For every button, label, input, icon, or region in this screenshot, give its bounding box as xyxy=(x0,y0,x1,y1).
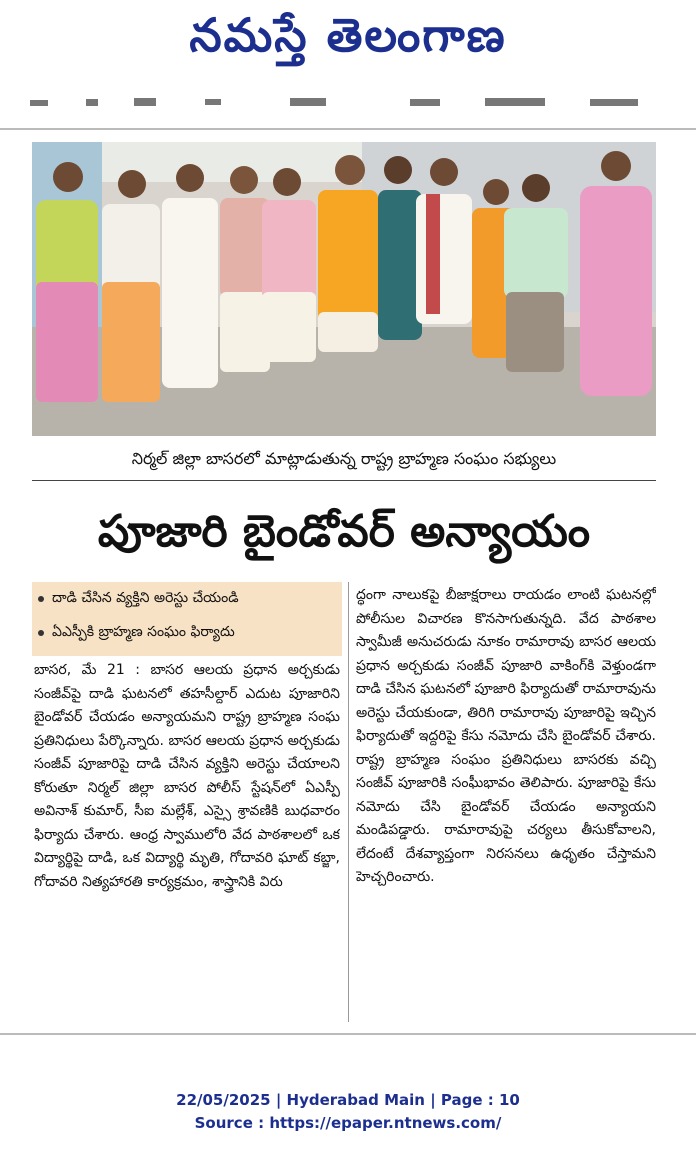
header-rule xyxy=(0,128,696,130)
footer-edition-info: 22/05/2025 | Hyderabad Main | Page : 10 xyxy=(176,1091,520,1109)
photo-caption: నిర్మల్ జిల్లా బాసరలో మాట్లాడుతున్న రాష్ట్ర బ్రాహ్మణ సంఘం సభ్యులు xyxy=(131,449,557,468)
footer-rule xyxy=(0,1033,696,1035)
article-column-right: ద్ధంగా నాలుకపై బీజాక్షరాలు రాయడం లాంటి ఘటనల్లో పోలీసుల విచారణ కొనసాగుతున్నది. వేద పాఠశాల స్వామీజీ అనుచరుడు నూకం రామారావు బాసర ఆలయ ప్రధాన అర్చకుడు సంజీవ్ పూజారి వాకింగ్‌కి వెళ్తుండగా దాడి చేసిన ఘటనలో పూజారి ఫిర్యాదుతో రామారావును అరెస్టు చేయకుండా, తిరిగి రామారావు పూజారిపై ఇచ్చిన ఫిర్యాదుతో ఇద్దరిపై కేసు నమోదు చేసి బైండోవర్ చేశారు. రాష్ట్ర బ్రాహ్మణ సంఘం ప్రతినిధులు బాసరకు వచ్చి సంజీవ్ పూజారికి సంఘీభావం తెలిపారు. పూజారిపై కేసు నమోదు చేసి బైండోవర్ చేయడం అన్యాయని మండిపడ్డారు. రామారావుపై చర్యలు తీసుకోవాలని, లేదంటే దేశవ్యాప్తంగా నిరసనలు ఉధృతం చేస్తామని హెచ్చరించారు. xyxy=(356,587,656,885)
highlight-bullets xyxy=(32,582,342,656)
bullet-dot-icon xyxy=(38,630,44,636)
article-column-left: బాసర, మే 21 : బాసర ఆలయ ప్రధాన అర్చకుడు సంజీవ్‌పై దాడి ఘటనలో తహసీల్దార్ ఎదుట పూజారిని బైండోవర్ చేయడం అన్యాయమని రాష్ట్ర బ్రాహ్మణ సంఘ ప్రతినిధులు పేర్కొన్నారు. బాసర ఆలయ ప్రధాన అర్చకుడు సంజీవ్ పూజారిపై దాడి చేసిన వ్యక్తిని అరెస్టు చేయాలని కోరుతూ నిర్మల్ జిల్లా బాసర పోలీస్ స్టేషన్‌లో ఏఎస్పీ అవినాశ్ కుమార్, సీఐ మల్లేశ్, ఎస్సై శ్రావణికి బుధవారం ఫిర్యాదు చేశారు. ఆంధ్ర స్వాములోరి వేద పాఠశాలలో ఒక విద్యార్థిపై దాడి, ఒక విద్యార్థి మృతి, గోదావరి ఘాట్ కబ్జా, గోదావరి నిత్యహారతి కార్యక్రమం, శాస్త్రానికి విరు xyxy=(34,662,340,890)
masthead xyxy=(0,6,696,76)
news-photo xyxy=(32,142,656,436)
bullet-text: దాడి చేసిన వ్యక్తిని అరెస్టు చేయండి xyxy=(52,589,239,606)
article-headline: పూజారి బైండోవర్ అన్యాయం xyxy=(97,506,591,557)
caption-rule xyxy=(32,480,656,481)
bullet-item xyxy=(32,582,342,616)
clipped-header-strip xyxy=(30,96,670,110)
clipped-text-fragments xyxy=(30,96,670,110)
footer-source-link[interactable]: Source : https://epaper.ntnews.com/ xyxy=(194,1114,502,1132)
column-divider xyxy=(348,582,349,1022)
bullet-dot-icon xyxy=(38,596,44,602)
masthead-title: నమస్తే తెలంగాణ xyxy=(189,8,507,62)
bullet-text: ఏఎస్పీకి బ్రాహ్మణ సంఘం ఫిర్యాదు xyxy=(52,623,235,640)
group-photo-illustration xyxy=(32,142,656,436)
bullet-item xyxy=(32,616,342,650)
